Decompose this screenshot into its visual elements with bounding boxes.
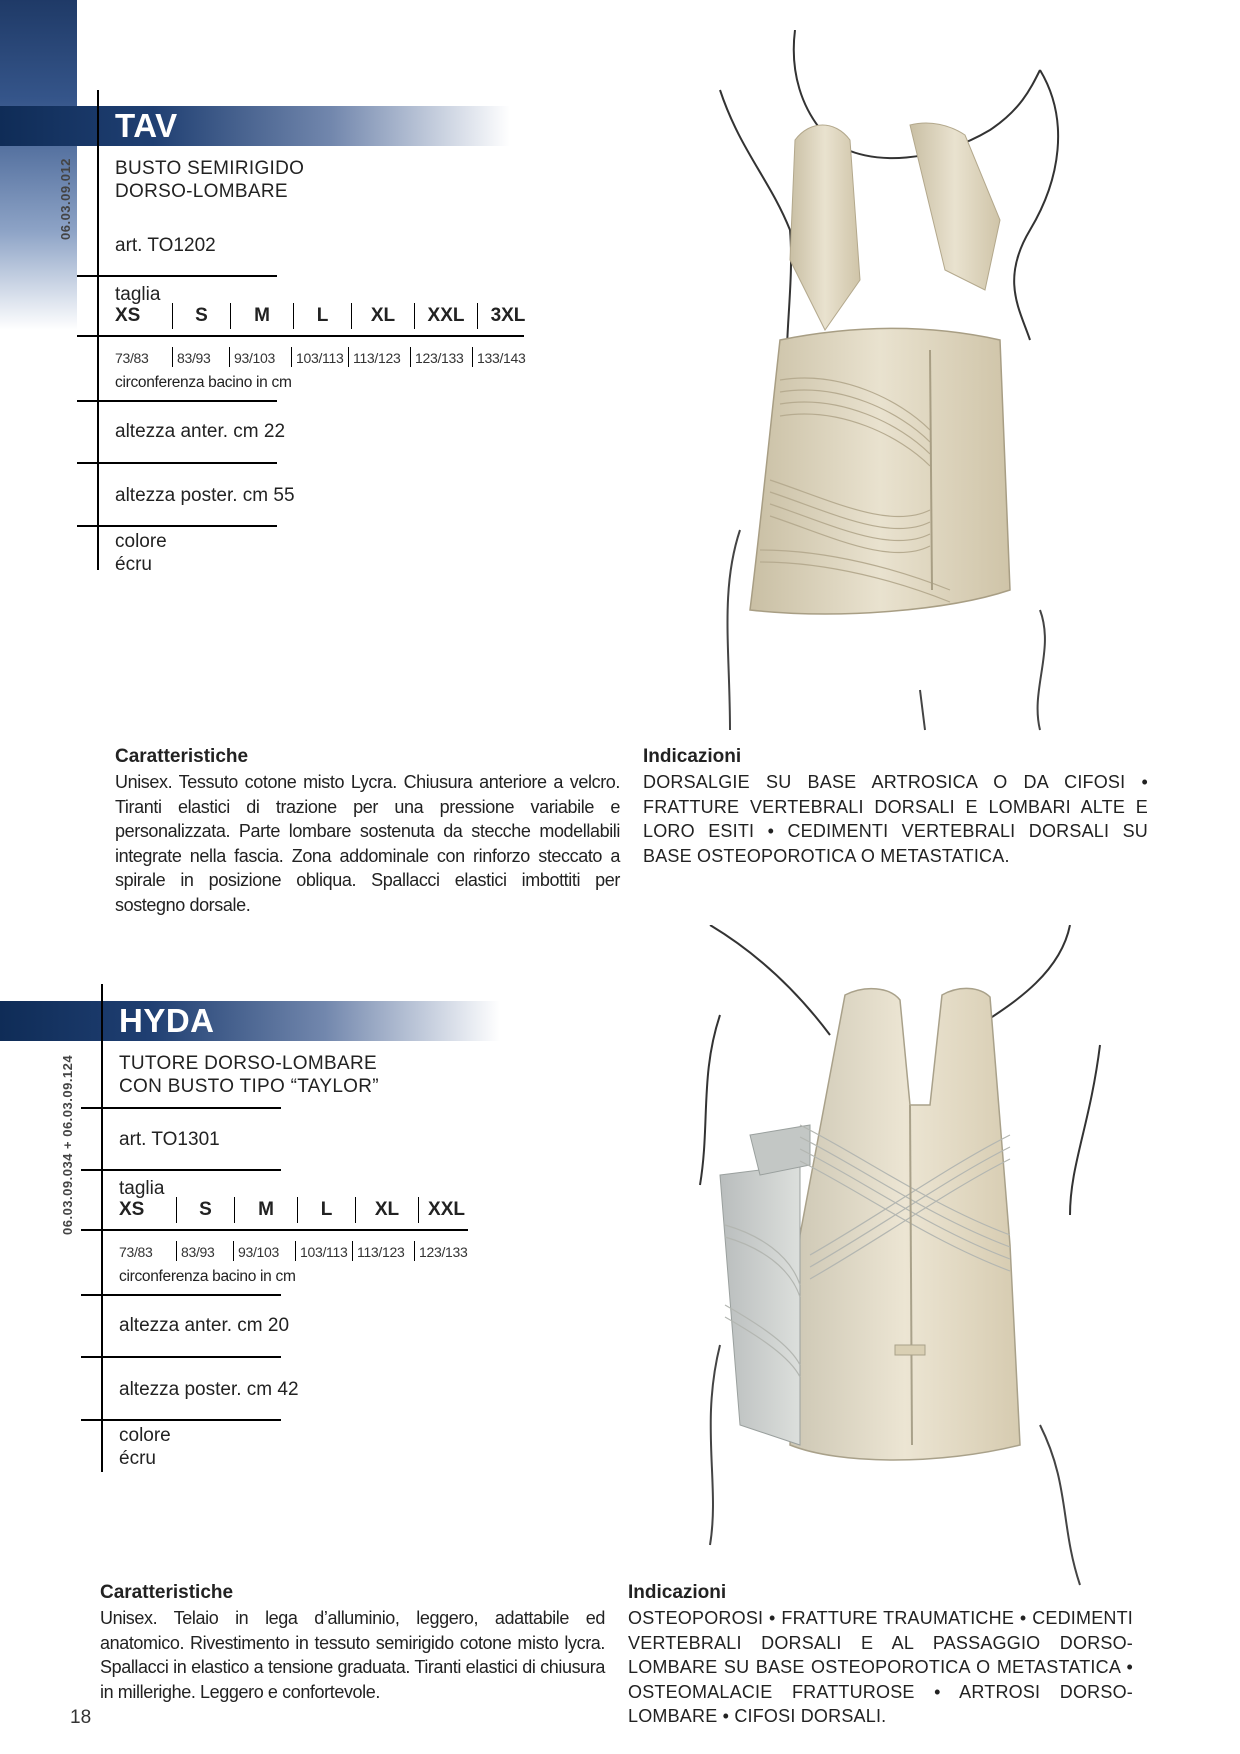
size-range-item: 103/113 bbox=[295, 1241, 352, 1261]
size-item: M bbox=[235, 1197, 298, 1223]
size-item: XL bbox=[356, 1197, 419, 1223]
size-range-item: 73/83 bbox=[115, 350, 149, 366]
divider bbox=[77, 462, 277, 464]
divider bbox=[81, 1356, 281, 1358]
size-range-item: 93/103 bbox=[229, 347, 291, 367]
size-item: XS bbox=[115, 303, 173, 329]
height-front: altezza anter. cm 20 bbox=[119, 1315, 290, 1336]
product-image-tav bbox=[700, 30, 1160, 750]
indications-text: OSTEOPOROSI • FRATTURE TRAUMATICHE • CEDIMENTI VERTEBRALI DORSALI E AL PASSAGGIO DORSO-LOMBARE SU BASE OSTEOPOROTICA O METASTATICA • OSTEOMALACIE FRATTUROSE • ARTROSI DORSO-LOMBARE • CIFOSI DORSALI. bbox=[628, 1608, 1133, 1726]
size-item: XXL bbox=[415, 303, 478, 329]
spec-vertical-rule bbox=[97, 90, 99, 570]
features-text: Unisex. Telaio in lega d’alluminio, leggero, adattabile ed anatomico. Rivestimento in tessuto semirigido cotone misto lycra. Spallacci in elastico a tensione graduata. Tiranti elastici di chiusura in millerighe. Leggero e confortevole. bbox=[100, 1608, 605, 1702]
color-label: colore bbox=[119, 1425, 171, 1446]
size-range-note: circonferenza bacino in cm bbox=[119, 1268, 296, 1285]
size-range-item: 83/93 bbox=[176, 1241, 233, 1261]
size-item: S bbox=[177, 1197, 235, 1223]
product-banner bbox=[0, 106, 510, 146]
indications-text: DORSALGIE SU BASE ARTROSICA O DA CIFOSI • FRATTURE VERTEBRALI DORSALI E LOMBARI ALTE E LORO ESITI • CEDIMENTI VERTEBRALI DORSALI SU BASE OSTEOPOROTICA O METASTATICA. bbox=[643, 772, 1148, 866]
product-name: TAV bbox=[115, 107, 178, 144]
divider bbox=[77, 400, 277, 402]
product-code: 06.03.09.034 + 06.03.09.124 bbox=[60, 1054, 75, 1235]
size-item: L bbox=[298, 1197, 356, 1223]
size-item: 3XL bbox=[490, 305, 526, 326]
size-item: S bbox=[173, 303, 231, 329]
page-number: 18 bbox=[70, 1707, 92, 1728]
size-item: XXL bbox=[428, 1199, 465, 1220]
product-image-hyda bbox=[680, 925, 1140, 1595]
size-range-item: 123/133 bbox=[414, 1241, 476, 1261]
divider bbox=[81, 1169, 281, 1171]
product-subtitle-line1: TUTORE DORSO-LOMBARE bbox=[119, 1053, 377, 1074]
size-ranges bbox=[119, 1241, 476, 1261]
indications-title: Indicazioni bbox=[628, 1582, 727, 1603]
product-banner bbox=[0, 1001, 500, 1041]
article-number: art. TO1202 bbox=[115, 235, 216, 256]
product-subtitle-line1: BUSTO SEMIRIGIDO bbox=[115, 158, 305, 179]
height-back: altezza poster. cm 55 bbox=[115, 485, 295, 506]
color-value: écru bbox=[119, 1448, 156, 1469]
size-item: L bbox=[294, 303, 352, 329]
size-range-item: 113/123 bbox=[352, 1241, 414, 1261]
size-list bbox=[119, 1197, 474, 1223]
divider bbox=[77, 335, 524, 337]
size-range-item: 123/133 bbox=[410, 347, 472, 367]
size-ranges bbox=[115, 347, 534, 367]
size-label: taglia bbox=[119, 1178, 165, 1199]
features-title: Caratteristiche bbox=[100, 1582, 234, 1603]
spec-vertical-rule bbox=[101, 984, 103, 1472]
product-subtitle-line2: DORSO-LOMBARE bbox=[115, 181, 288, 202]
height-front: altezza anter. cm 22 bbox=[115, 421, 286, 442]
product-name: HYDA bbox=[119, 1002, 215, 1039]
article-number: art. TO1301 bbox=[119, 1129, 220, 1150]
color-label: colore bbox=[115, 531, 167, 552]
divider bbox=[81, 1419, 281, 1421]
size-list bbox=[115, 303, 538, 329]
divider bbox=[81, 1294, 281, 1296]
indications-title: Indicazioni bbox=[643, 746, 742, 767]
size-range-item: 133/143 bbox=[472, 347, 534, 367]
height-back: altezza poster. cm 42 bbox=[119, 1379, 299, 1400]
divider bbox=[81, 1107, 281, 1109]
size-item: XL bbox=[352, 303, 415, 329]
size-range-item: 73/83 bbox=[119, 1244, 153, 1260]
color-value: écru bbox=[115, 554, 152, 575]
size-range-item: 83/93 bbox=[172, 347, 229, 367]
size-item: XS bbox=[119, 1197, 177, 1223]
size-range-item: 113/123 bbox=[348, 347, 410, 367]
product-subtitle-line2: CON BUSTO TIPO “TAYLOR” bbox=[119, 1076, 379, 1097]
divider bbox=[81, 1229, 468, 1231]
product-code: 06.03.09.012 bbox=[58, 158, 73, 240]
features-title: Caratteristiche bbox=[115, 746, 249, 767]
divider bbox=[77, 275, 277, 277]
size-range-note: circonferenza bacino in cm bbox=[115, 374, 292, 391]
features-text: Unisex. Tessuto cotone misto Lycra. Chiusura anteriore a velcro. Tiranti elastici di trazione per una pressione variabile e personalizzata. Parte lombare sostenuta da stecche modellabili integrate nella fascia. Zona addominale con rinforzo steccato a spirale in posizione obliqua. Spallacci elastici imbottiti per sostegno dorsale. bbox=[115, 772, 620, 915]
size-label: taglia bbox=[115, 284, 161, 305]
divider bbox=[77, 525, 277, 527]
size-range-item: 93/103 bbox=[233, 1241, 295, 1261]
size-item: M bbox=[231, 303, 294, 329]
size-range-item: 103/113 bbox=[291, 347, 348, 367]
